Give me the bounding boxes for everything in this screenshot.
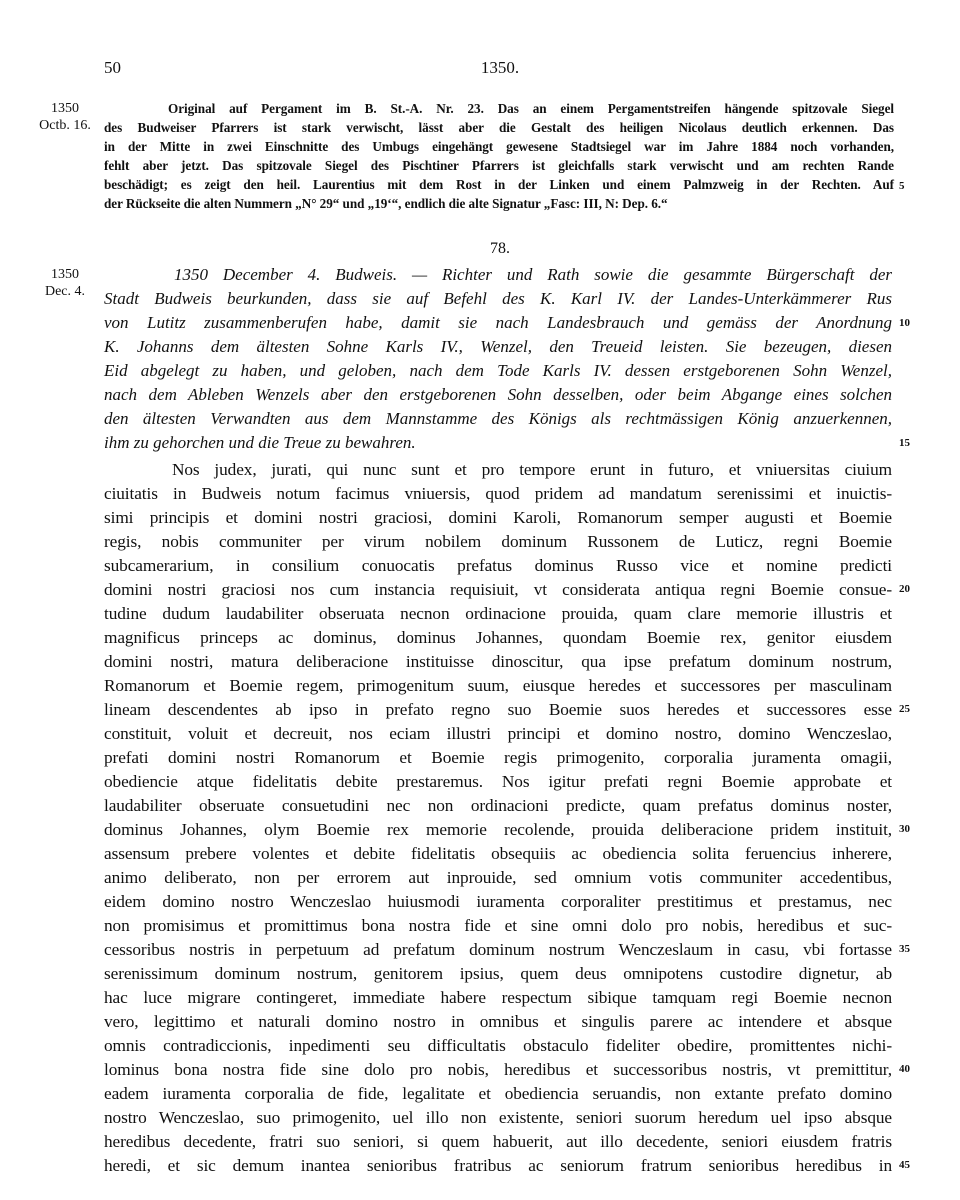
body-line: subcamerarium, in consilium conuocatis prefatus dominus Russo vice et nomine predicti — [104, 556, 892, 575]
note-line: beschädigt; es zeigt den heil. Laurentius mit dem Rost in der Linken und einem Palmzweig in der Rechten. Auf — [104, 177, 894, 192]
margin-date-year: 1350 — [51, 267, 79, 282]
body-line: Nos judex, jurati, qui nunc sunt et pro tempore erunt in futuro, et vniuersitas ciuium — [172, 460, 892, 479]
line-number: 15 — [899, 437, 910, 449]
body-line: heredi, et sic demum inantea senioribus fratribus ac seniorum fratrum senioribus heredibus in — [104, 1156, 892, 1175]
document-number: 78. — [490, 240, 510, 257]
line-number: 25 — [899, 703, 910, 715]
line-number: 40 — [899, 1063, 910, 1075]
body-line: lominus bona nostra fide sine dolo pro nobis, heredibus et successoribus nostris, vt premittitur, — [104, 1060, 892, 1079]
body-line: eadem iuramenta corporalia de fide, legalitate et obediencia seruandis, non extante prefato domino — [104, 1084, 892, 1103]
body-line: laudabiliter obseruate consuetudini nec non ordinacioni predicte, quam prefatus dominus noster, — [104, 796, 892, 815]
regest-line: nach dem Ableben Wenzels aber den erstgeborenen Sohn desselben, oder beim Abgange eines solchen — [104, 385, 892, 404]
regest-line: Eid abgelegt zu haben, und geloben, nach dem Tode Karls IV. dessen erstgeborenen Sohn Wenzel, — [104, 361, 892, 380]
regest-line: Stadt Budweis beurkunden, dass sie auf Befehl des K. Karl IV. der Landes-Unterkämmerer Rus — [104, 289, 892, 308]
body-line: assensum prebere volentes et debite fidelitatis obsequiis ac obediencia solita feruencius inherere, — [104, 844, 892, 863]
margin-date-day: Dec. 4. — [44, 284, 86, 299]
note-line: Original auf Pergament im B. St.-A. Nr. 23. Das an einem Pergamentstreifen hängende spitzovale Siegel — [168, 101, 894, 116]
note-line: fehlt aber jetzt. Das spitzovale Siegel des Pischtiner Pfarrers ist gleichfalls stark verwischt und am rechten Rande — [104, 158, 894, 173]
page-number: 50 — [104, 58, 121, 77]
body-line: ciuitatis in Budweis notum facimus vniuersis, quod pridem ad mandatum serenissimi et inuictis- — [104, 484, 892, 503]
note-line: des Budweiser Pfarrers ist stark verwischt, lässt aber die Gestalt des heiligen Nicolaus deutlich erkennen. Das — [104, 120, 894, 135]
body-line: constituit, voluit et decreuit, nos eciam illustri principi et domino nostro, domino Wenczeslao, — [104, 724, 892, 743]
margin-date-current — [30, 266, 100, 300]
body-line: domini nostri graciosi nos cum instancia requisiuit, vt considerata antiqua regni Boemie consue- — [104, 580, 892, 599]
margin-date-day: Octb. 16. — [39, 118, 91, 133]
regest-line: von Lutitz zusammenberufen habe, damit sie nach Landesbrauch und gemäss der Anordnung — [104, 313, 892, 332]
body-line: animo deliberato, non per errorem aut inprouide, sed omnium votis communiter accedentibus, — [104, 868, 892, 887]
body-line: non promisimus et promittimus bona nostra fide et sine omni dolo pro nobis, heredibus et suc- — [104, 916, 892, 935]
line-number: 5 — [899, 180, 905, 192]
body-line: simi principis et domini nostri graciosi, domini Karoli, Romanorum semper augusti et Boemie — [104, 508, 892, 527]
regest-line: 1350 December 4. Budweis. — Richter und Rath sowie die gesammte Bürgerschaft der — [174, 265, 892, 284]
body-line: serenissimum dominum nostrum, genitorem ipsius, quem deus omnipotens custodire dignetur, ab — [104, 964, 892, 983]
body-line: vero, legittimo et naturali domino nostro in omnibus et singulis parere ac intendere et absque — [104, 1012, 892, 1031]
note-line: in der Mitte in zwei Einschnitte des Umbugs eingehängt gewesene Stadtsiegel war im Jahre 1884 noch vorhanden, — [104, 139, 894, 154]
body-line: lineam descendentes ab ipso in prefato regno suo Boemie suos heredes et successores esse — [104, 700, 892, 719]
line-number: 45 — [899, 1159, 910, 1171]
body-line: obediencie atque fidelitatis debite prestaremus. Nos igitur prefati regni Boemie approbate et — [104, 772, 892, 791]
line-number: 30 — [899, 823, 910, 835]
regest-line: K. Johanns dem ältesten Sohne Karls IV., Wenzel, den Treueid leisten. Sie bezeugen, diesen — [104, 337, 892, 356]
body-line: dominus Johannes, olym Boemie rex memorie recolende, prouida deliberacione pridem instituit, — [104, 820, 892, 839]
regest-line: ihm zu gehorchen und die Treue zu bewahren. — [104, 433, 416, 452]
body-line: magnificus princeps ac dominus, dominus Johannes, quondam Boemie rex, genitor eiusdem — [104, 628, 892, 647]
margin-date-year: 1350 — [51, 101, 79, 116]
running-head-year: 1350. — [480, 58, 520, 77]
line-number: 35 — [899, 943, 910, 955]
body-line: Romanorum et Boemie regem, primogenitum suum, eiusque heredes et successores per masculinam — [104, 676, 892, 695]
note-line: der Rückseite die alten Nummern „N° 29“ und „19‘“, endlich die alte Signatur „Fasc: III, N: Dep. 6.“ — [104, 196, 668, 211]
body-line: nostro Wenczeslao, suo primogenito, uel illo non existente, seniori suorum heredum uel ipso absque — [104, 1108, 892, 1127]
body-line: domini nostri, matura deliberacione instituisse dinoscitur, qua ipse prefatum dominum nostrum, — [104, 652, 892, 671]
body-line: eidem domino nostro Wenczeslao huiusmodi iuramenta corporaliter prestitimus et prestamus, nec — [104, 892, 892, 911]
body-line: heredibus decedente, fratri suo seniori, si quem habuerit, aut illo decedente, seniori eiusdem fratris — [104, 1132, 892, 1151]
margin-date-previous — [30, 100, 100, 134]
body-line: cessoribus nostris in perpetuum ad prefatum dominum nostrum Wenczeslaum in casu, vbi fortasse — [104, 940, 892, 959]
body-line: omnis contradiccionis, inpedimenti seu difficultatis obstaculo fideliter obedire, promittentes nichi- — [104, 1036, 892, 1055]
body-line: tudine dudum laudabiliter obseruata necnon ordinacione prouida, quam clare memorie illustris et — [104, 604, 892, 623]
line-number: 10 — [899, 317, 910, 329]
body-line: hac luce migrare contingeret, immediate habere respectum sibique tamquam regi Boemie necnon — [104, 988, 892, 1007]
body-line: prefati domini nostri Romanorum et Boemie regis primogenito, corporalia juramenta omagii, — [104, 748, 892, 767]
regest-line: den ältesten Verwandten aus dem Mannstamme des Königs als rechtmässigen König anzuerkennen, — [104, 409, 892, 428]
line-number: 20 — [899, 583, 910, 595]
body-line: regis, nobis communiter per virum nobilem dominum Russonem de Luticz, regni Boemie — [104, 532, 892, 551]
